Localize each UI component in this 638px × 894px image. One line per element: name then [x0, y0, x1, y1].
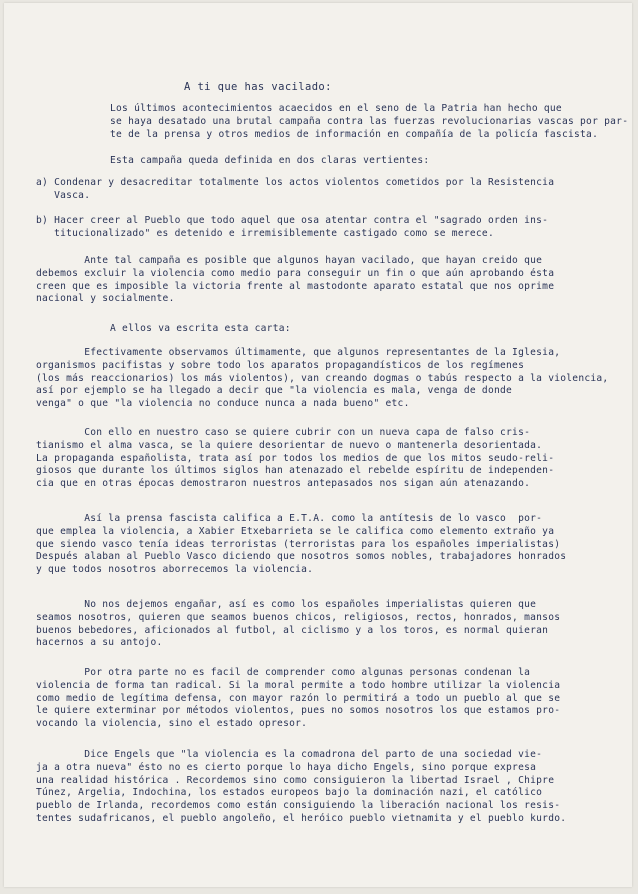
text-line: buenos bebedores, aficionados al futbol, al ciclismo y a los toros, es normal quieran: [36, 624, 549, 636]
text-line: se haya desatado una brutal campaña contra las fuerzas revolucionarias vascas por par-: [110, 115, 629, 127]
text-line: te de la prensa y otros medios de información en compañía de la policía fascista.: [110, 128, 599, 140]
text-line: cia que en otras épocas demostraron nuestros antepasados nos sigan aún atenazando.: [36, 478, 531, 490]
text-line: Dice Engels que "la violencia es la comadrona del parto de una sociedad vie-: [36, 749, 543, 760]
text-line: ja a otra nueva" ésto no es cierto porque lo haya dicho Engels, sino porque expresa: [36, 761, 537, 773]
text-line: que emplea la violencia, a Xabier Etxebarrieta se le califica como elemento extraño ya: [36, 525, 555, 537]
document-page: [4, 3, 632, 887]
text-line: Vasca.: [36, 189, 91, 201]
text-line: giosos que durante los últimos siglos han atenazado el rebelde espíritu de independen-: [36, 465, 555, 477]
text-line: debemos excluir la violencia como medio para conseguir un fin o que aún aprobando ésta: [36, 267, 555, 279]
text-line: creen que es imposible la victoria frente al mastodonte aparato estatal que nos oprime: [36, 280, 555, 292]
text-line: Con ello en nuestro caso se quiere cubrir con un nueva capa de falso cris-: [36, 427, 531, 438]
text-line: tentes sudafricanos, el pueblo angoleño, el heróico pueblo vietnamita y el pueblo kurdo.: [36, 813, 567, 824]
text-line: (los más reaccionarios) los más violentos), van creando dogmas o tabús respecto a la violencia,: [36, 372, 609, 384]
text-line: hacernos a su antojo.: [36, 637, 163, 649]
text-line: titucionalizado" es detenido e irremisiblemente castigado como se merece.: [36, 227, 494, 239]
text-line: b) Hacer creer al Pueblo que todo aquel que osa atentar contra el "sagrado orden ins-: [36, 215, 549, 226]
text-line: a) Condenar y desacreditar totalmente los actos violentos cometidos por la Resistencia: [36, 177, 555, 188]
text-line: violencia de forma tan radical. Si la moral permite a todo hombre utilizar la violencia: [36, 679, 561, 691]
text-line: No nos dejemos engañar, así es como los españoles imperialistas quieren que: [36, 599, 537, 610]
text-line: como medio de legítima defensa, con mayor razón lo permitirá a todo un pueblo al que se: [36, 692, 561, 704]
text-line: y que todos nosotros aborrecemos la violencia.: [36, 564, 314, 576]
text-line: vocando la violencia, sino el estado opresor.: [36, 718, 308, 730]
letter-title: A ti que has vacilado:: [184, 81, 332, 93]
text-line: que siendo vasco tenía ideas terroristas (terroristas para los españoles imperialistas): [36, 538, 561, 550]
text-line: Esta campaña queda definida en dos claras vertientes:: [110, 155, 430, 166]
text-line: La propaganda españolista, trata así por todos los medios de que los mitos seudo-reli-: [36, 452, 555, 464]
text-line: así por ejemplo se ha llegado a decir que "la violencia es mala, venga de donde: [36, 385, 513, 397]
text-line: pueblo de Irlanda, recordemos como están consiguiendo la liberación nacional los resis-: [36, 800, 561, 812]
text-line: venga" o que "la violencia no conduce nunca a nada bueno" etc.: [36, 398, 410, 410]
text-line: Por otra parte no es facil de comprender como algunas personas condenan la: [36, 667, 531, 678]
text-line: tianismo el alma vasca, se la quiere desorientar de nuevo o mantenerla desorientada.: [36, 439, 543, 451]
text-line: Ante tal campaña es posible que algunos hayan vacilado, que hayan creido que: [36, 255, 543, 266]
text-line: una realidad histórica . Recordemos sino como consiguieron la libertad Israel , Chipre: [36, 774, 555, 786]
text-line: organismos pacifistas y sobre todo los aparatos propagandísticos de los regímenes: [36, 359, 525, 371]
text-line: Los últimos acontecimientos acaecidos en el seno de la Patria han hecho que: [110, 103, 562, 114]
text-line: le quiere exterminar por métodos violentos, pues no somos nosotros los que estamos pro-: [36, 705, 561, 717]
text-line: Así la prensa fascista califica a E.T.A. como la antítesis de lo vasco por-: [36, 513, 543, 524]
text-line: Túnez, Argelia, Indochina, los estados europeos bajo la dominación nazi, el católico: [36, 787, 543, 799]
text-line: Efectivamente observamos últimamente, que algunos representantes de la Iglesia,: [36, 347, 561, 358]
text-line: nacional y socialmente.: [36, 293, 175, 305]
text-line: Después alaban al Pueblo Vasco diciendo que nosotros somos nobles, trabajadores honrados: [36, 551, 567, 563]
text-line: A ellos va escrita esta carta:: [110, 323, 291, 334]
text-line: seamos nosotros, quieren que seamos buenos chicos, religiosos, rectos, honrados, mansos: [36, 611, 561, 623]
